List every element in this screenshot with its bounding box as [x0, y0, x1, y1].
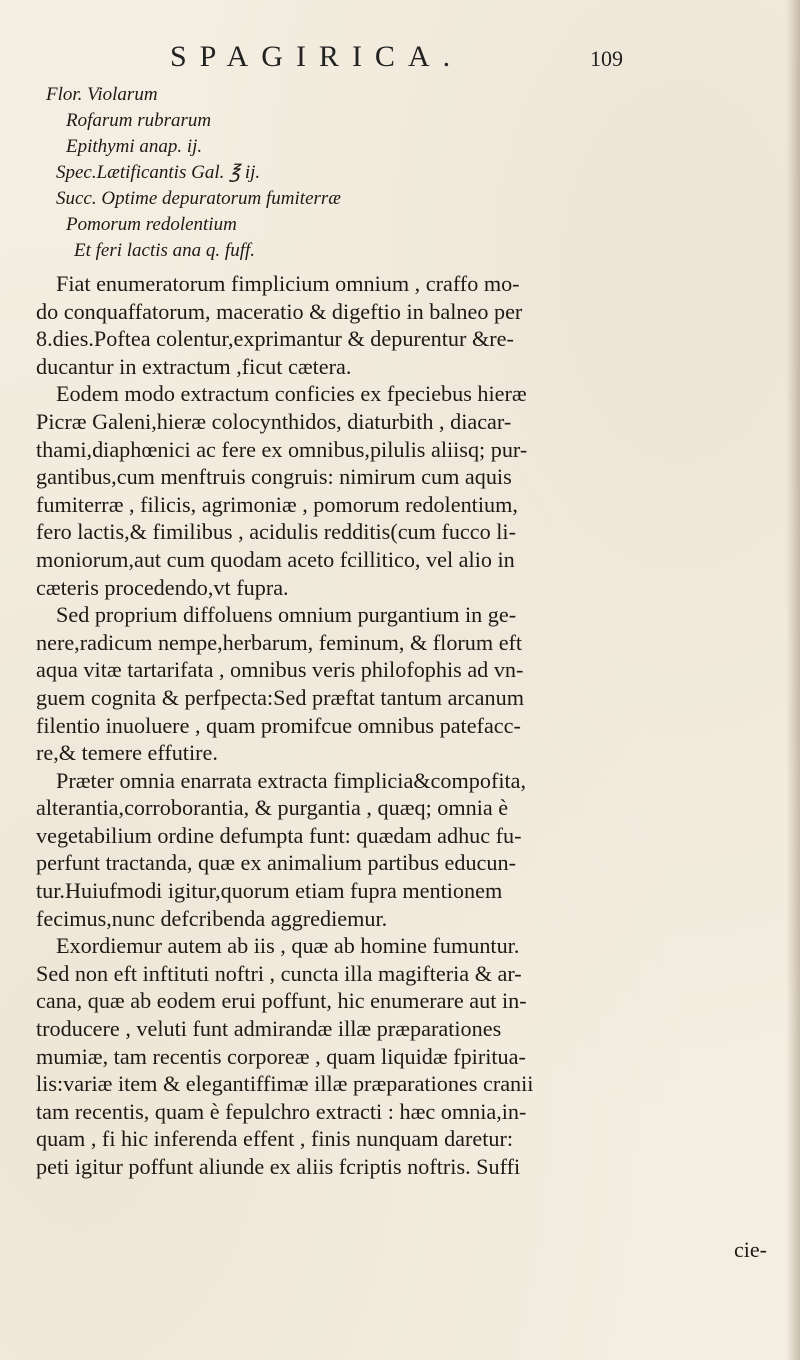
running-head: SPAGIRICA.	[170, 40, 464, 73]
text-line: lis:variæ item & elegantiffimæ illæ præparationes cranii	[36, 1071, 534, 1097]
recipe-line: Rofarum rubrarum	[66, 110, 212, 131]
text-line: ducantur in extractum ,ficut cætera.	[36, 353, 352, 379]
text-line: cana, quæ ab eodem erui poffunt, hic enumerare aut in-	[36, 988, 527, 1014]
recipe-line: Epithymi anap. ij.	[66, 136, 203, 157]
text-line: fumiterræ , filicis, agrimoniæ , pomorum redolentium,	[36, 491, 518, 517]
recipe-line: Et feri lactis ana q. fuff.	[74, 240, 256, 261]
recipe-line: Flor. Violarum	[46, 84, 158, 105]
text-line: Exordiemur autem ab iis , quæ ab homine fumuntur.	[56, 933, 520, 959]
text-line: Sed proprium diffoluens omnium purgantium in ge-	[56, 602, 517, 628]
text-line: Eodem modo extractum conficies ex fpeciebus hieræ	[56, 381, 527, 407]
text-line: re,& temere effutire.	[36, 740, 218, 766]
text-line: vegetabilium ordine defumpta funt: quædam adhuc fu-	[36, 822, 522, 848]
text-line: mumiæ, tam recentis corporeæ , quam liquidæ fpiritua-	[36, 1043, 526, 1069]
recipe-line: Spec.Lætificantis Gal. ℥ ij.	[56, 162, 261, 183]
recipe-line: Pomorum redolentium	[66, 214, 237, 235]
catchword: cie-	[734, 1237, 767, 1262]
text-line: gantibus,cum menftruis congruis: nimirum cum aquis	[36, 464, 512, 490]
text-line: Præter omnia enarrata extracta fimplicia&compofita,	[56, 767, 527, 793]
text-line: filentio inuoluere , quam promifcue omnibus patefacc-	[36, 712, 521, 738]
text-line: nere,radicum nempe,herbarum, feminum, & florum eft	[36, 629, 523, 655]
text-line: tam recentis, quam è fepulchro extracti : hæc omnia,in-	[36, 1098, 527, 1124]
text-line: aqua vitæ tartarifata , omnibus veris philofophis ad vn-	[36, 657, 524, 683]
text-line: moniorum,aut cum quodam aceto fcillitico, vel alio in	[36, 546, 515, 572]
text-line: Fiat enumeratorum fimplicium omnium , craffo mo-	[56, 271, 520, 296]
text-line: Sed non eft inftituti noftri , cuncta illa magifteria & ar-	[36, 960, 522, 986]
text-line: 8.dies.Poftea colentur,exprimantur & depurentur &re-	[36, 326, 514, 352]
text-line: alterantia,corroborantia, & purgantia , quæq; omnia è	[36, 795, 509, 821]
text-line: quam , fi hic inferenda effent , finis nunquam daretur:	[36, 1126, 514, 1152]
text-line: cæteris procedendo,vt fupra.	[36, 574, 289, 600]
recipe-ingredient-list	[36, 82, 756, 264]
text-line: do conquaffatorum, maceratio & digeftio in balneo per	[36, 298, 523, 324]
recipe-line: Succ. Optime depuratorum fumiterræ	[56, 188, 341, 209]
text-line: fecimus,nunc defcribenda aggrediemur.	[36, 905, 388, 931]
page-edge-shadow	[786, 0, 800, 1360]
text-line: thami,diaphœnici ac fere ex omnibus,pilulis aliisq; pur-	[36, 436, 528, 462]
text-line: fero lactis,& fimilibus , acidulis redditis(cum fucco li-	[36, 519, 516, 545]
text-line: troducere , veluti funt admirandæ illæ præparationes	[36, 1016, 502, 1042]
text-line: guem cognita & perfpecta:Sed præftat tantum arcanum	[36, 684, 524, 710]
text-line: Picræ Galeni,hieræ colocynthidos, diaturbith , diacar-	[36, 408, 512, 434]
text-line: perfunt tractanda, quæ ex animalium partibus educun-	[36, 850, 516, 876]
page-header	[170, 40, 730, 80]
body-text	[36, 270, 766, 1181]
text-line: peti igitur poffunt aliunde ex aliis fcriptis noftris. Suffi	[36, 1154, 521, 1179]
text-line: tur.Huiufmodi igitur,quorum etiam fupra mentionem	[36, 878, 503, 904]
page-number: 109	[590, 46, 623, 71]
